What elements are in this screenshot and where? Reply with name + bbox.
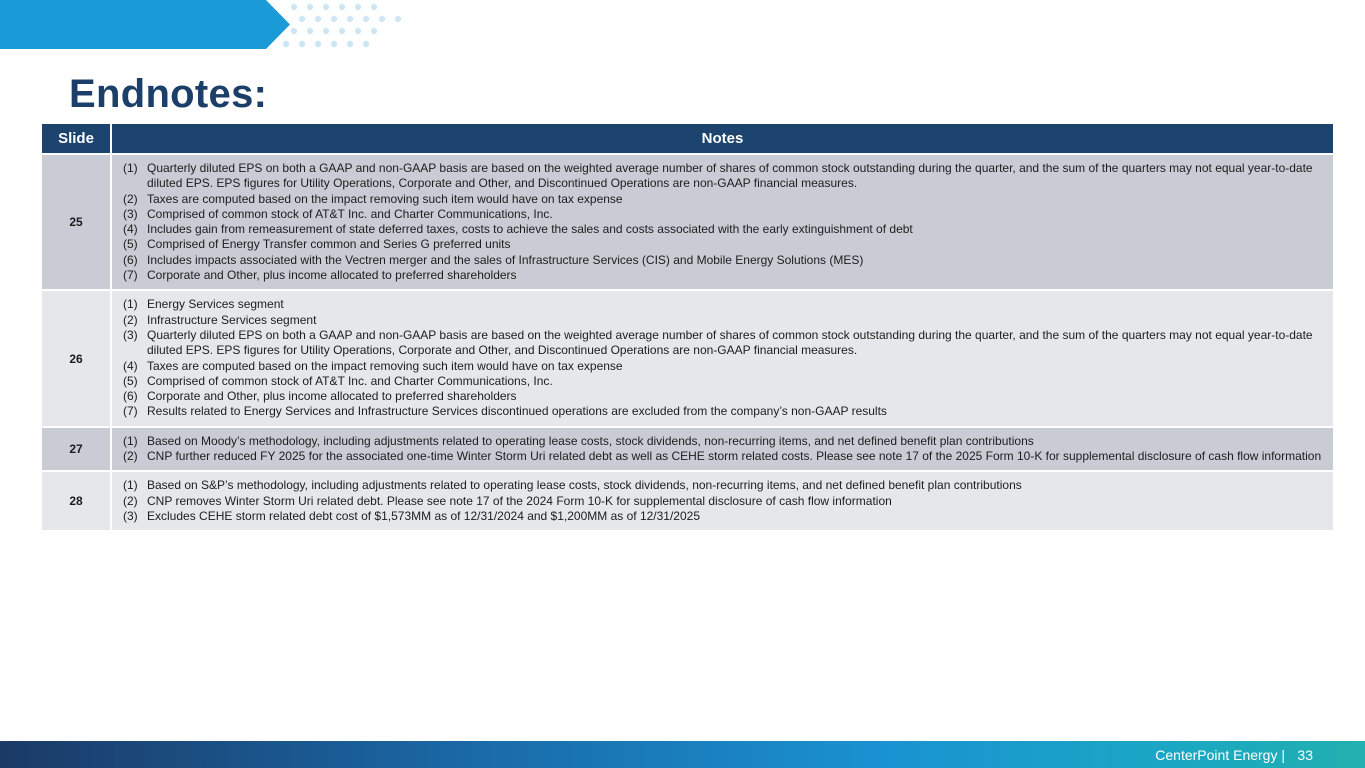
note-text: Quarterly diluted EPS on both a GAAP and non-GAAP basis are based on the weighted average number of shares of common stock outstanding during the quarter, and the sum of the quarters may not equal year-to-date diluted EPS. EPS figures for Utility Operations, Corporate and Other, and Discontinued Operations are non-GAAP financial measures.: [147, 161, 1313, 191]
top-banner: [0, 0, 290, 49]
note-text: Infrastructure Services segment: [147, 312, 317, 327]
note-text: CNP removes Winter Storm Uri related debt. Please see note 17 of the 2024 Form 10-K for supplemental disclosure of cash flow information: [147, 493, 892, 508]
note-text: Based on Moody’s methodology, including adjustments related to operating lease costs, stock dividends, non-recurring items, and net defined benefit plan contributions: [147, 433, 1034, 448]
note-text: Corporate and Other, plus income allocated to preferred shareholders: [147, 389, 517, 404]
note-text: Comprised of common stock of AT&T Inc. and Charter Communications, Inc.: [147, 206, 553, 221]
note-text: Taxes are computed based on the impact removing such item would have on tax expense: [147, 191, 623, 206]
note-item: [112, 161, 1323, 192]
note-list: [112, 428, 1333, 471]
footer-company: CenterPoint Energy |: [1155, 747, 1285, 763]
table-row: [42, 154, 1333, 290]
decorative-dots: [280, 0, 410, 52]
table-header-row: [42, 124, 1333, 154]
footer-bar: [0, 741, 1365, 768]
note-item: [112, 328, 1323, 359]
note-number: (7): [123, 268, 138, 283]
note-item: [112, 404, 1323, 419]
note-number: (1): [123, 161, 138, 175]
note-number: (5): [123, 373, 138, 388]
note-text: Results related to Energy Services and Infrastructure Services discontinued operations are excluded from the company’s non-GAAP results: [147, 404, 887, 419]
note-item: [112, 222, 1323, 237]
note-list: [112, 472, 1333, 530]
note-text: Comprised of common stock of AT&T Inc. and Charter Communications, Inc.: [147, 373, 553, 388]
note-number: (6): [123, 389, 138, 404]
table-row: [42, 471, 1333, 530]
note-number: (3): [123, 206, 138, 221]
note-number: (4): [123, 222, 138, 237]
endnotes-table: [42, 124, 1333, 530]
note-item: [112, 494, 1323, 509]
note-number: (1): [123, 297, 138, 312]
note-number: (1): [123, 478, 138, 493]
page-title: Endnotes:: [69, 72, 268, 116]
note-item: [112, 297, 1323, 312]
header-notes: Notes: [111, 124, 1333, 154]
note-number: (2): [123, 312, 138, 327]
note-item: [112, 389, 1323, 404]
note-text: Comprised of Energy Transfer common and Series G preferred units: [147, 237, 511, 252]
note-number: (7): [123, 404, 138, 419]
notes-cell: [111, 427, 1333, 472]
note-number: (2): [123, 191, 138, 206]
note-list: [112, 155, 1333, 289]
note-item: [112, 237, 1323, 252]
note-text: Based on S&P’s methodology, including adjustments related to operating lease costs, stock dividends, non-recurring items, and net defined benefit plan contributions: [147, 478, 1022, 493]
note-item: [112, 374, 1323, 389]
note-list: [112, 291, 1333, 425]
notes-cell: [111, 154, 1333, 290]
page-number: 33: [1297, 747, 1313, 763]
note-text: Includes gain from remeasurement of state deferred taxes, costs to achieve the sales and costs associated with the early extinguishment of debt: [147, 222, 913, 237]
table-row: [42, 427, 1333, 472]
note-item: [112, 449, 1323, 464]
note-item: [112, 253, 1323, 268]
note-number: (2): [123, 493, 138, 508]
note-number: (4): [123, 358, 138, 373]
table-row: [42, 290, 1333, 426]
note-item: [112, 192, 1323, 207]
slide-number: 26: [42, 290, 111, 426]
header-slide: Slide: [42, 124, 111, 154]
note-item: [112, 207, 1323, 222]
note-item: [112, 434, 1323, 449]
note-item: [112, 268, 1323, 283]
note-number: (3): [123, 327, 138, 342]
slide-number: 28: [42, 471, 111, 530]
note-text: Corporate and Other, plus income allocated to preferred shareholders: [147, 268, 517, 283]
note-item: [112, 509, 1323, 524]
note-number: (2): [123, 449, 138, 464]
note-number: (5): [123, 237, 138, 252]
note-text: Includes impacts associated with the Vectren merger and the sales of Infrastructure Services (CIS) and Mobile Energy Solutions (MES): [147, 252, 864, 267]
note-number: (3): [123, 508, 138, 523]
note-item: [112, 359, 1323, 374]
note-item: [112, 478, 1323, 493]
note-text: Taxes are computed based on the impact removing such item would have on tax expense: [147, 358, 623, 373]
notes-cell: [111, 290, 1333, 426]
note-text: CNP further reduced FY 2025 for the associated one-time Winter Storm Uri related debt as well as CEHE storm related costs. Please see note 17 of the 2025 Form 10-K for supplemental disclosure of cash flow information: [147, 449, 1322, 464]
slide-number: 27: [42, 427, 111, 472]
note-text: Excludes CEHE storm related debt cost of $1,573MM as of 12/31/2024 and $1,200MM as of 12/31/2025: [147, 508, 700, 523]
note-text: Energy Services segment: [147, 297, 284, 312]
notes-cell: [111, 471, 1333, 530]
note-number: (6): [123, 252, 138, 267]
note-item: [112, 313, 1323, 328]
slide-number: 25: [42, 154, 111, 290]
note-number: (1): [123, 433, 138, 448]
note-text: Quarterly diluted EPS on both a GAAP and non-GAAP basis are based on the weighted average number of shares of common stock outstanding during the quarter, and the sum of the quarters may not equal year-to-date diluted EPS. EPS figures for Utility Operations, Corporate and Other, and Discontinued Operations are non-GAAP financial measures.: [147, 327, 1313, 358]
